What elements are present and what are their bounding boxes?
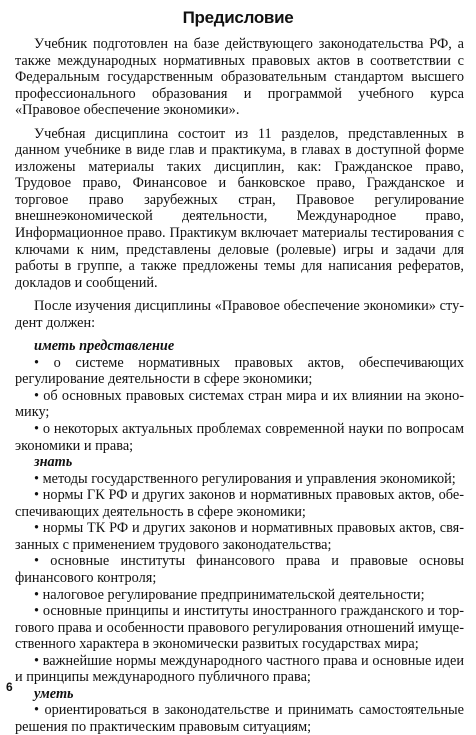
bullet-icon: • — [34, 387, 40, 404]
list-item-text: важнейшие нормы международного частного права и основные идеи и принципы международного публичного права; — [15, 652, 464, 686]
list-item-text: о системе нормативных правовых актов, обеспечивающих регулирование деятельности в сфере экономики; — [15, 354, 464, 388]
bullet-icon: • — [34, 652, 40, 669]
bullet-icon: • — [34, 553, 40, 570]
bullet-icon: • — [34, 421, 40, 438]
bullet-icon: • — [34, 487, 40, 504]
list-item-text: основные принципы и институты иностранного гражданского и торгового права и особенности правового регулирования отношений имущественного характера в экономически развитых государствах мира; — [15, 603, 464, 653]
bullet-icon: • — [34, 520, 40, 537]
page-number: 6 — [6, 680, 13, 694]
page-title: Предисловие — [182, 8, 294, 27]
section-heading: уметь — [34, 685, 74, 702]
list-item-text: о некоторых актуальных проблемах современной науки по вопросам экономики и права; — [15, 421, 465, 454]
list-item-text: об основных правовых системах стран мира и их влиянии на экономику; — [15, 387, 464, 421]
list-item — [15, 603, 464, 653]
list-item-text: методы государственного регулирования и управления экономикой; — [42, 470, 456, 487]
section-heading: знать — [34, 454, 73, 471]
list-item — [15, 421, 464, 454]
bullet-icon: • — [34, 702, 40, 719]
bullet-icon: • — [34, 586, 40, 603]
list-item-text: основные институты финансового права и правовые основы финансового контроля; — [15, 553, 464, 586]
page-body — [15, 36, 464, 735]
intro-paragraph: После изучения дисциплины «Правовое обеспечение экономики» студент должен: — [15, 298, 464, 331]
list-item — [15, 487, 464, 520]
intro-paragraph: Учебная дисциплина состоит из 11 разделов, представленных в данном учебнике в виде глав и практикума, в главах в доступной форме изложены материалы таких дисциплин, как: Гражданское право, Трудовое право, Финансовое и банковское право, Гражданское и торговое право зарубежных стран, Правовое регулирование внешнеэкономической деятельности, Международное право, Информационное право. Практикум включает материалы тестирования с ключами к ним, представлены деловые (ролевые) игры и задачи для работы в группе, а также предложены темы для написания рефератов, докладов и сообщений. — [15, 125, 464, 291]
list-item-text: налоговое регулирование предпринимательской деятельности; — [42, 586, 425, 603]
section-heading: иметь представление — [34, 338, 175, 355]
list-item — [15, 653, 464, 686]
bullet-icon: • — [34, 354, 40, 371]
list-item — [15, 388, 464, 421]
list-item — [15, 471, 464, 488]
list-item — [15, 587, 464, 604]
bullet-icon: • — [34, 603, 40, 620]
list-item-text: нормы ГК РФ и других законов и нормативных правовых актов, обеспечивающих деятельность в сфере экономики; — [15, 487, 464, 520]
list-item — [15, 355, 464, 388]
list-item — [15, 520, 464, 553]
list-item — [15, 702, 464, 735]
list-item-text: ориентироваться в законодательстве и принимать самостоятельные решения по практическим правовым ситуациям; — [15, 702, 464, 735]
intro-paragraph: Учебник подготовлен на базе действующего законодательства РФ, а также международных нормативных правовых актов в соответствии с Федеральным государственным образовательным стандартом высшего профессионального образования и программой учебного курса «Правовое обеспечение экономики». — [15, 36, 464, 119]
list-item-text: нормы ТК РФ и других законов и нормативных правовых актов, связанных с применением трудового законодательства; — [15, 520, 464, 553]
list-item — [15, 553, 464, 586]
bullet-icon: • — [34, 470, 40, 487]
